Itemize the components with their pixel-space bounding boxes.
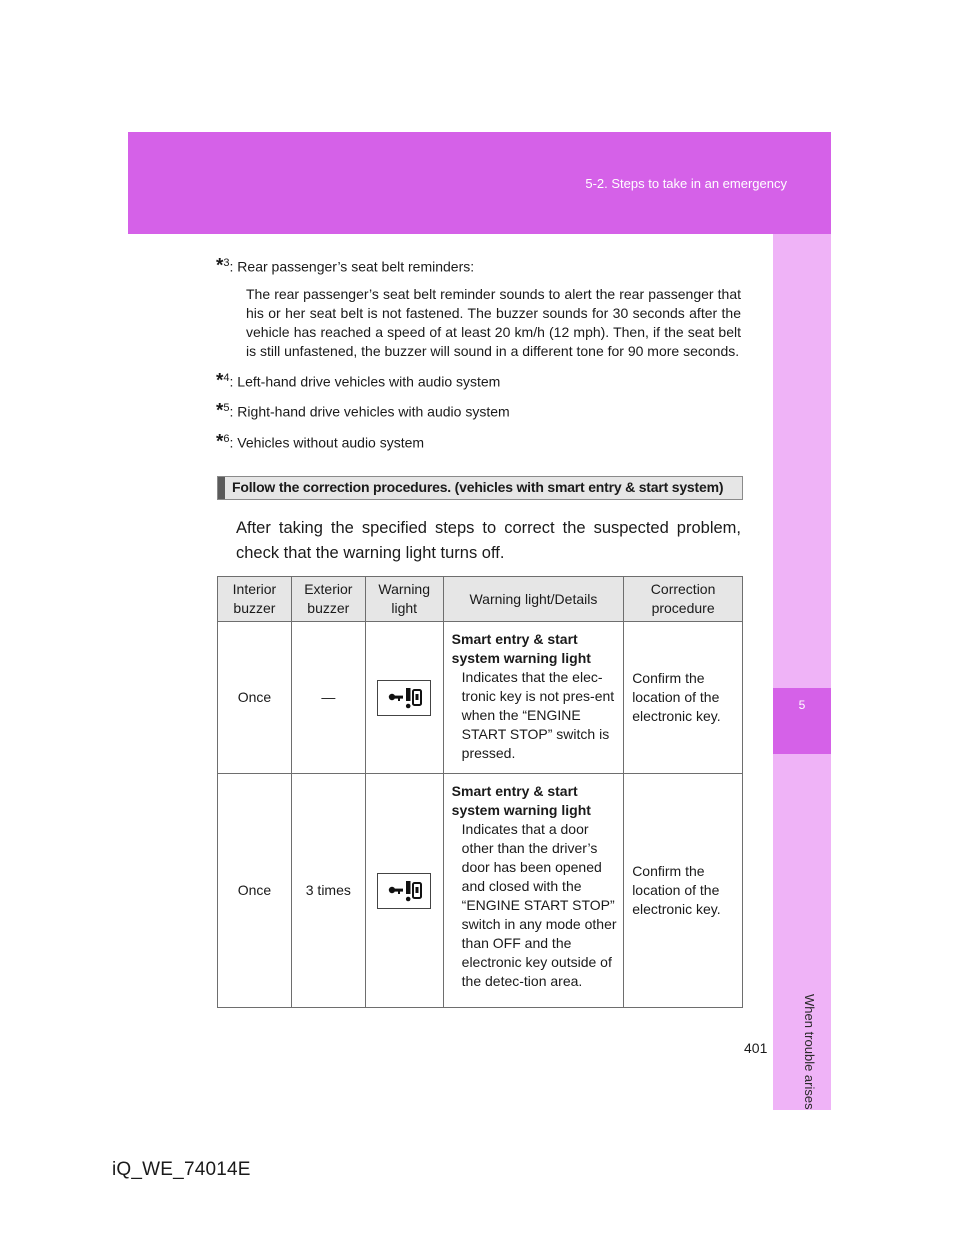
footnote-body: The rear passenger’s seat belt reminder sounds to alert the rear passenger that his or her seat belt is not fastened. The buzzer sounds for 30 seconds after the vehicle has reached a speed of at least 20 km/h (12 mph). Then, if the seat belt is still unfastened, the buzzer will sound in a different tone for 90 more seconds.: [246, 285, 741, 359]
warning-light-cell: [365, 774, 443, 1008]
section-marker: [218, 477, 225, 499]
details-cell: [443, 622, 624, 774]
footnote-star: *: [216, 370, 224, 392]
chapter-side-tab: [773, 234, 831, 1110]
smart-key-warning-icon: [377, 873, 431, 909]
footnote-5: [216, 399, 741, 422]
footnote-number: 5: [223, 402, 230, 415]
footnotes: [216, 254, 741, 461]
chapter-number: 5: [798, 698, 806, 712]
detail-title: Smart entry & start system warning light: [451, 783, 591, 818]
detail-body: Indicates that the elec-tronic key is not pres-ent when the “ENGINE START STOP” switch is pressed.: [461, 669, 615, 761]
footnote-4: [216, 369, 741, 392]
footnote-star: *: [216, 255, 224, 277]
document-code: iQ_WE_74014E: [112, 1159, 251, 1180]
interior-buzzer-cell: Once: [218, 622, 292, 774]
footnote-number: 4: [223, 371, 230, 384]
footnote-star: *: [216, 400, 224, 422]
correction-cell: Confirm the location of the electronic key.: [624, 774, 743, 1008]
table-row: [218, 622, 743, 774]
section-heading: Follow the correction procedures. (vehicles with smart entry & start system): [232, 479, 724, 495]
header-details: Warning light/Details: [443, 577, 624, 622]
detail-body: Indicates that a door other than the driver’s door has been opened and closed with the “ENGINE START STOP” switch in any mode other than OFF and the electronic key outside of the detec-tion area.: [461, 821, 617, 989]
table-row: [218, 774, 743, 1008]
footnote-label: : Left-hand drive vehicles with audio system: [229, 373, 501, 390]
footnote-6: [216, 430, 741, 453]
footnote-number: 3: [223, 257, 230, 269]
table-header-row: [218, 577, 743, 622]
section-heading-box: [217, 476, 743, 500]
correction-cell: Confirm the location of the electronic key.: [624, 622, 743, 774]
warning-table: [217, 576, 743, 1008]
header-warning-light: Warning light: [365, 577, 443, 622]
interior-buzzer-cell: Once: [218, 774, 292, 1008]
footnote-number: 6: [223, 432, 230, 445]
footnote-3: [216, 254, 741, 361]
section-title: 5-2. Steps to take in an emergency: [585, 176, 787, 191]
header-band: [128, 132, 831, 234]
footnote-label: : Rear passenger’s seat belt reminders:: [229, 258, 475, 275]
details-cell: [443, 774, 624, 1008]
exterior-buzzer-cell: 3 times: [291, 774, 365, 1008]
header-exterior-buzzer: Exterior buzzer: [291, 577, 365, 622]
page-number: 401: [744, 1040, 768, 1056]
chapter-number-tab: [773, 688, 831, 754]
footnote-star: *: [216, 431, 224, 453]
header-interior-buzzer: Interior buzzer: [218, 577, 292, 622]
section-intro: After taking the specified steps to correct the suspected problem, check that the warning light turns off.: [236, 519, 741, 562]
footnote-label: : Vehicles without audio system: [229, 434, 425, 451]
detail-title: Smart entry & start system warning light: [451, 631, 591, 666]
chapter-title: When trouble arises: [802, 994, 817, 1110]
warning-light-cell: [365, 622, 443, 774]
exterior-buzzer-cell: —: [291, 622, 365, 774]
smart-key-warning-icon: [377, 680, 431, 716]
footnote-label: : Right-hand drive vehicles with audio system: [229, 403, 510, 420]
header-correction: Correction procedure: [624, 577, 743, 622]
